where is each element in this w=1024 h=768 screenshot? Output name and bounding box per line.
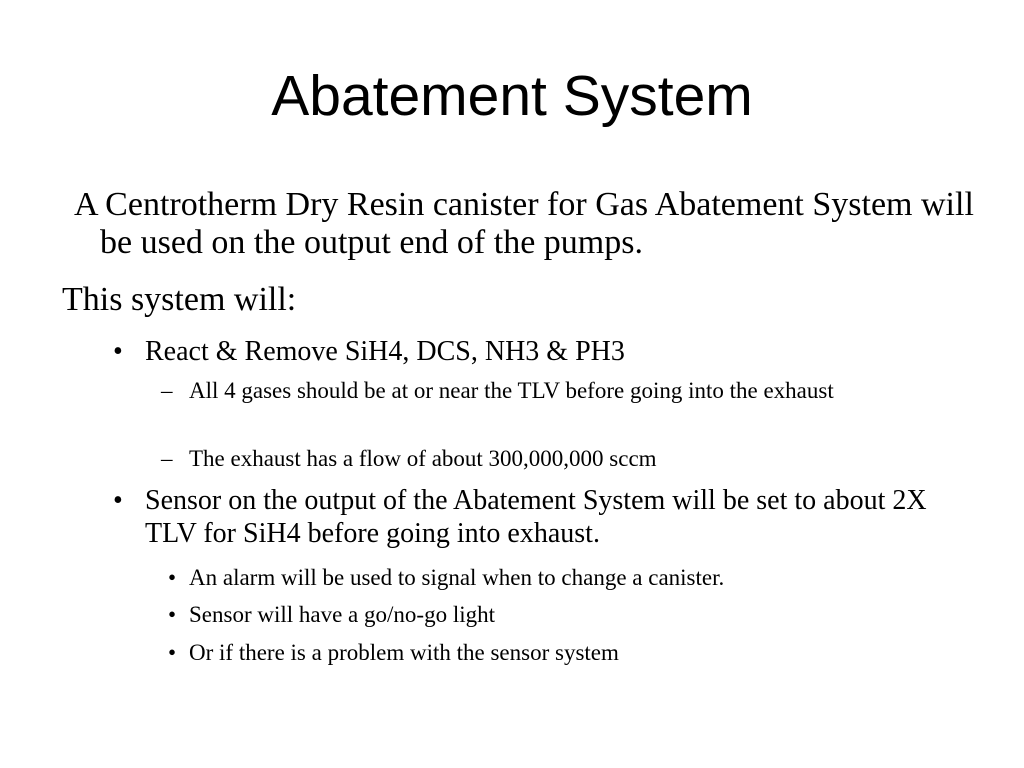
bullet-text: React & Remove SiH4, DCS, NH3 & PH3	[145, 336, 625, 367]
sub-bullet-text: Or if there is a problem with the sensor system	[189, 640, 619, 665]
sub-bullet-item	[161, 377, 921, 405]
lead-paragraph: This system will:	[62, 281, 297, 318]
sub-bullet-item	[168, 601, 928, 629]
slide-title: Abatement System	[271, 64, 753, 128]
sub-bullet-text: All 4 gases should be at or near the TLV before going into the exhaust	[189, 378, 834, 403]
sub-bullet-text: An alarm will be used to signal when to change a canister.	[189, 565, 725, 590]
sub-bullet-text: The exhaust has a flow of about 300,000,000 sccm	[189, 446, 657, 471]
bullet-marker: •	[168, 565, 177, 590]
bullet-item	[113, 484, 983, 550]
sub-bullet-item	[168, 564, 928, 592]
bullet-marker: •	[113, 336, 123, 367]
bullet-marker: •	[168, 640, 177, 665]
sub-bullet-item	[161, 445, 921, 473]
dash-marker: –	[161, 446, 173, 471]
intro-paragraph: A Centrotherm Dry Resin canister for Gas Abatement System will be used on the output end of the pumps.	[74, 186, 974, 261]
bullet-text: Sensor on the output of the Abatement System will be set to about 2X TLV for SiH4 before going into exhaust.	[145, 485, 927, 549]
dash-marker: –	[161, 378, 173, 403]
bullet-item	[113, 335, 983, 368]
sub-bullet-text: Sensor will have a go/no-go light	[189, 602, 495, 627]
bullet-marker: •	[113, 485, 123, 516]
sub-bullet-item	[168, 639, 928, 667]
bullet-marker: •	[168, 602, 177, 627]
